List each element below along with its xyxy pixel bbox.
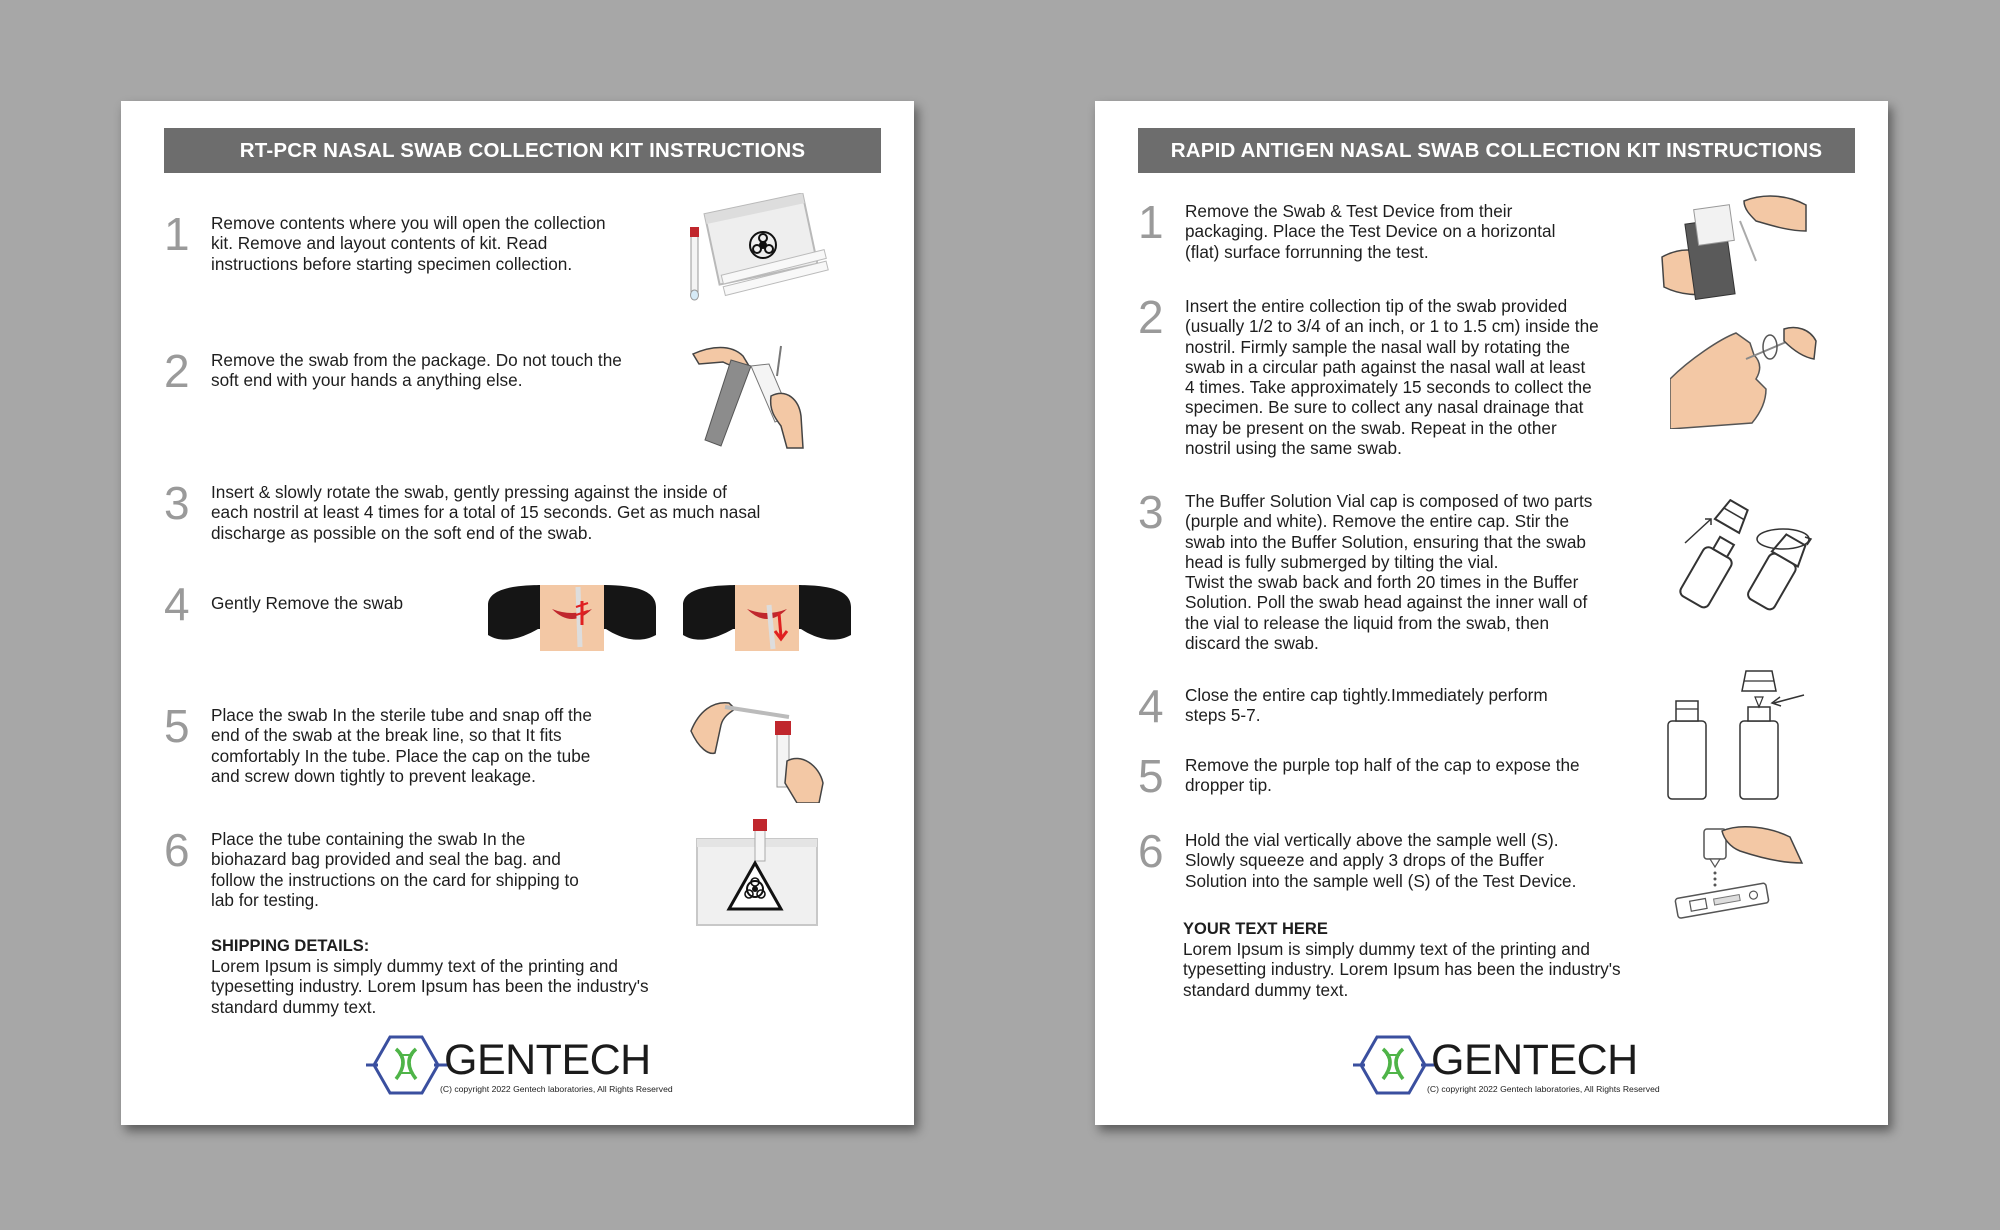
right-sheet-title: RAPID ANTIGEN NASAL SWAB COLLECTION KIT INSTRUCTIONS — [1138, 128, 1855, 173]
step-number: 5 — [1138, 750, 1164, 802]
nasal-swab-illustration — [1670, 319, 1820, 429]
face-swab-insert-illustration — [488, 585, 656, 651]
vial-icon — [1678, 533, 1741, 610]
step-text: Insert & slowly rotate the swab, gently pressing against the inside of each nostril at least 4 times for a total of 15 seconds. Get as much nasal discharge as possible on the soft end of the swab. — [211, 482, 761, 543]
step-text: Insert the entire collection tip of the swab provided (usually 1/2 to 3/4 of an inch, or 1 to 1.5 cm) inside the nostril. Firmly sample the nasal wall by rotating the swab in a circular path against the nasal wall at least 4 times. Take approximately 15 seconds to collect the specimen. Be sure to collect any nasal drainage that may be present on the swab. Repeat in the other nostril using the same swab. — [1185, 296, 1599, 459]
step-text: Place the tube containing the swab In the biohazard bag provided and seal the bag. and follow the instructions on the card for shipping to lab for testing. — [211, 829, 579, 910]
right-instruction-sheet — [1095, 101, 1888, 1125]
step-text: Place the swab In the sterile tube and snap off the end of the swab at the break line, so that It fits comfortably In the tube. Place the cap on the tube and screw down tightly to prevent leakage. — [211, 705, 592, 786]
face-swab-remove-illustration — [683, 585, 851, 651]
logo-wordmark: GENTECH — [1431, 1036, 1638, 1084]
your-text-heading: YOUR TEXT HERE — [1183, 920, 1328, 938]
hand-icon — [691, 703, 735, 754]
close-cap-vials-illustration — [1660, 661, 1810, 801]
step-text: The Buffer Solution Vial cap is composed of two parts (purple and white). Remove the entire cap. Stir the swab into the Buffer Solution, ensuring that the swab head is fully submerged by tilting the vial. Twist the swab back and forth 20 times in the Buffer Solution. Poll the swab head against the inner wall of the vial to release the liquid from the swab, then discard the swab. — [1185, 491, 1593, 654]
left-instruction-sheet — [121, 101, 914, 1125]
step-number: 1 — [164, 208, 190, 260]
open-swab-package-illustration — [691, 336, 831, 451]
swab-into-tube-illustration — [689, 691, 839, 803]
your-text-body: Lorem Ipsum is simply dummy text of the printing and typesetting industry. Lorem Ipsum has been the industry's standard dummy text. — [1183, 939, 1621, 1000]
step-number: 4 — [164, 578, 190, 630]
shipping-details-heading: SHIPPING DETAILS: — [211, 937, 370, 955]
face-icon — [488, 585, 656, 651]
step-number: 1 — [1138, 196, 1164, 248]
apply-drops-illustration — [1670, 823, 1810, 919]
step-text: Remove the swab from the package. Do not touch the soft end with your hands a anything else. — [211, 350, 622, 391]
specimen-bag-illustration — [681, 193, 831, 323]
shipping-details-text: Lorem Ipsum is simply dummy text of the printing and typesetting industry. Lorem Ipsum has been the industry's standard dummy text. — [211, 956, 649, 1017]
dna-icon — [1353, 1031, 1437, 1101]
step-number: 2 — [1138, 291, 1164, 343]
buffer-vial-cap-illustration — [1665, 499, 1820, 614]
step-number: 2 — [164, 345, 190, 397]
open-test-device-illustration — [1660, 191, 1810, 306]
step-text: Close the entire cap tightly.Immediately perform steps 5-7. — [1185, 685, 1548, 726]
hand-icon — [1722, 827, 1802, 863]
left-sheet-title: RT-PCR NASAL SWAB COLLECTION KIT INSTRUCTIONS — [164, 128, 881, 173]
step-text: Remove the purple top half of the cap to expose the dropper tip. — [1185, 755, 1580, 796]
step-number: 6 — [1138, 825, 1164, 877]
hand-icon — [1744, 196, 1806, 231]
step-text: Remove contents where you will open the collection kit. Remove and layout contents of kit. Read instructions before starting specimen collection. — [211, 213, 606, 274]
face-icon — [683, 585, 851, 651]
step-number: 3 — [164, 477, 190, 529]
hand-icon — [785, 758, 823, 803]
step-text: Remove the Swab & Test Device from their packaging. Place the Test Device on a horizontal (flat) surface forrunning the test. — [1185, 201, 1556, 262]
step-text: Hold the vial vertically above the sample well (S). Slowly squeeze and apply 3 drops of the Buffer Solution into the sample well (S) of the Test Device. — [1185, 830, 1577, 891]
logo-wordmark: GENTECH — [444, 1036, 651, 1084]
dna-icon — [366, 1031, 450, 1101]
vial-icon — [1740, 697, 1778, 799]
vial-icon — [1746, 532, 1809, 611]
face-icon — [1670, 319, 1820, 429]
step-number: 6 — [164, 824, 190, 876]
vial-icon — [1668, 701, 1706, 799]
biohazard-bag-illustration — [693, 819, 823, 929]
step-number: 4 — [1138, 680, 1164, 732]
gentech-logo — [366, 1031, 673, 1101]
copyright-text: (C) copyright 2022 Gentech laboratories, All Rights Reserved — [1427, 1084, 1660, 1094]
hand-icon — [1784, 328, 1816, 360]
step-number: 3 — [1138, 486, 1164, 538]
step-number: 5 — [164, 700, 190, 752]
copyright-text: (C) copyright 2022 Gentech laboratories, All Rights Reserved — [440, 1084, 673, 1094]
step-text: Gently Remove the swab — [211, 593, 404, 613]
gentech-logo — [1353, 1031, 1660, 1101]
test-device-icon — [1675, 883, 1769, 919]
